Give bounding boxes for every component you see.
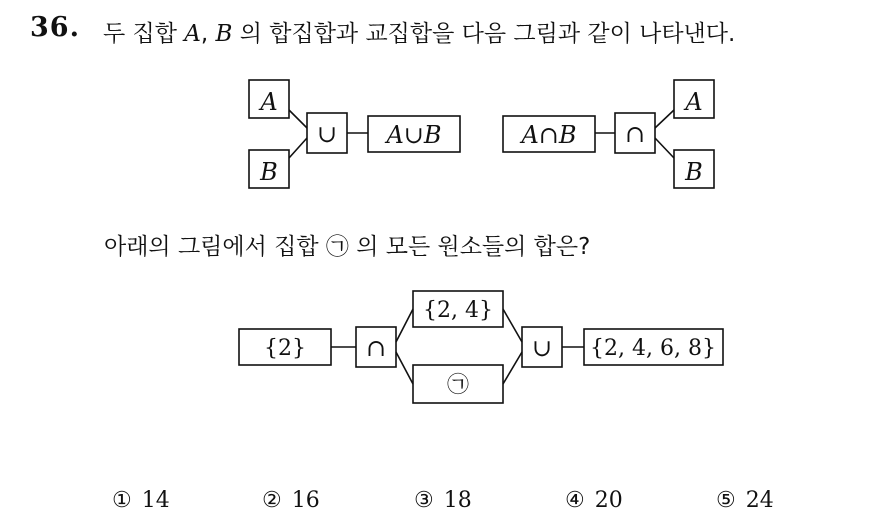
union-example-label-a: A: [260, 88, 278, 116]
choice-4-mark: ④: [565, 488, 585, 513]
choice-4[interactable]: [565, 488, 623, 513]
choice-5-mark: ⑤: [716, 488, 736, 513]
problem-intersection-symbol: ∩: [365, 334, 387, 362]
union-connector-a: [289, 110, 307, 128]
answer-choices: [0, 488, 884, 518]
choice-2[interactable]: [262, 488, 320, 513]
left-set-label: {2}: [264, 336, 306, 361]
choice-1-mark: ①: [112, 488, 132, 513]
choice-3-mark: ③: [414, 488, 434, 513]
upper-set-label: {2, 4}: [423, 298, 493, 323]
problem-union-symbol: ∪: [531, 334, 553, 362]
question-number: 36.: [30, 12, 80, 43]
intersection-result-label: A∩B: [521, 121, 577, 149]
intersection-example-label-b: B: [685, 158, 703, 186]
question-subprompt: [104, 228, 590, 261]
stem-prefix: 두 집합: [103, 21, 185, 47]
union-example-label-b: B: [260, 158, 278, 186]
choice-1[interactable]: [112, 488, 170, 513]
choice-4-value: 20: [594, 488, 623, 513]
choice-2-value: 16: [291, 488, 320, 513]
union-result-label: A∪B: [386, 121, 442, 149]
intersection-connector-b: [655, 138, 674, 158]
stem-var-b: B: [215, 21, 233, 47]
choice-1-value: 14: [141, 488, 170, 513]
stem-comma: ,: [200, 21, 216, 47]
union-operator-symbol: ∪: [316, 120, 338, 148]
intersection-example-label-a: A: [685, 88, 703, 116]
choice-3-value: 18: [443, 488, 472, 513]
intersection-connector-a: [655, 110, 674, 128]
result-set-label: {2, 4, 6, 8}: [590, 336, 716, 361]
sub-prefix: 아래의 그림에서 집합: [104, 234, 326, 260]
choice-5[interactable]: [716, 488, 774, 513]
problem-connector-upper-out: [503, 309, 522, 342]
sub-suffix: 의 모든 원소들의 합은?: [348, 234, 591, 260]
problem-connector-lower-out: [503, 352, 522, 384]
stem-var-a: A: [184, 21, 201, 47]
problem-connector-upper-in: [396, 309, 413, 342]
problem-connector-lower-in: [396, 352, 413, 384]
choice-5-value: 24: [745, 488, 774, 513]
sub-mark: ㉠: [325, 234, 349, 260]
choice-2-mark: ②: [262, 488, 282, 513]
unknown-set-label: ㉠: [446, 373, 470, 398]
stem-suffix: 의 합집합과 교집합을 다음 그림과 같이 나타낸다.: [232, 21, 736, 47]
union-connector-b: [289, 138, 307, 158]
choice-3[interactable]: [414, 488, 472, 513]
intersection-operator-symbol: ∩: [624, 120, 646, 148]
